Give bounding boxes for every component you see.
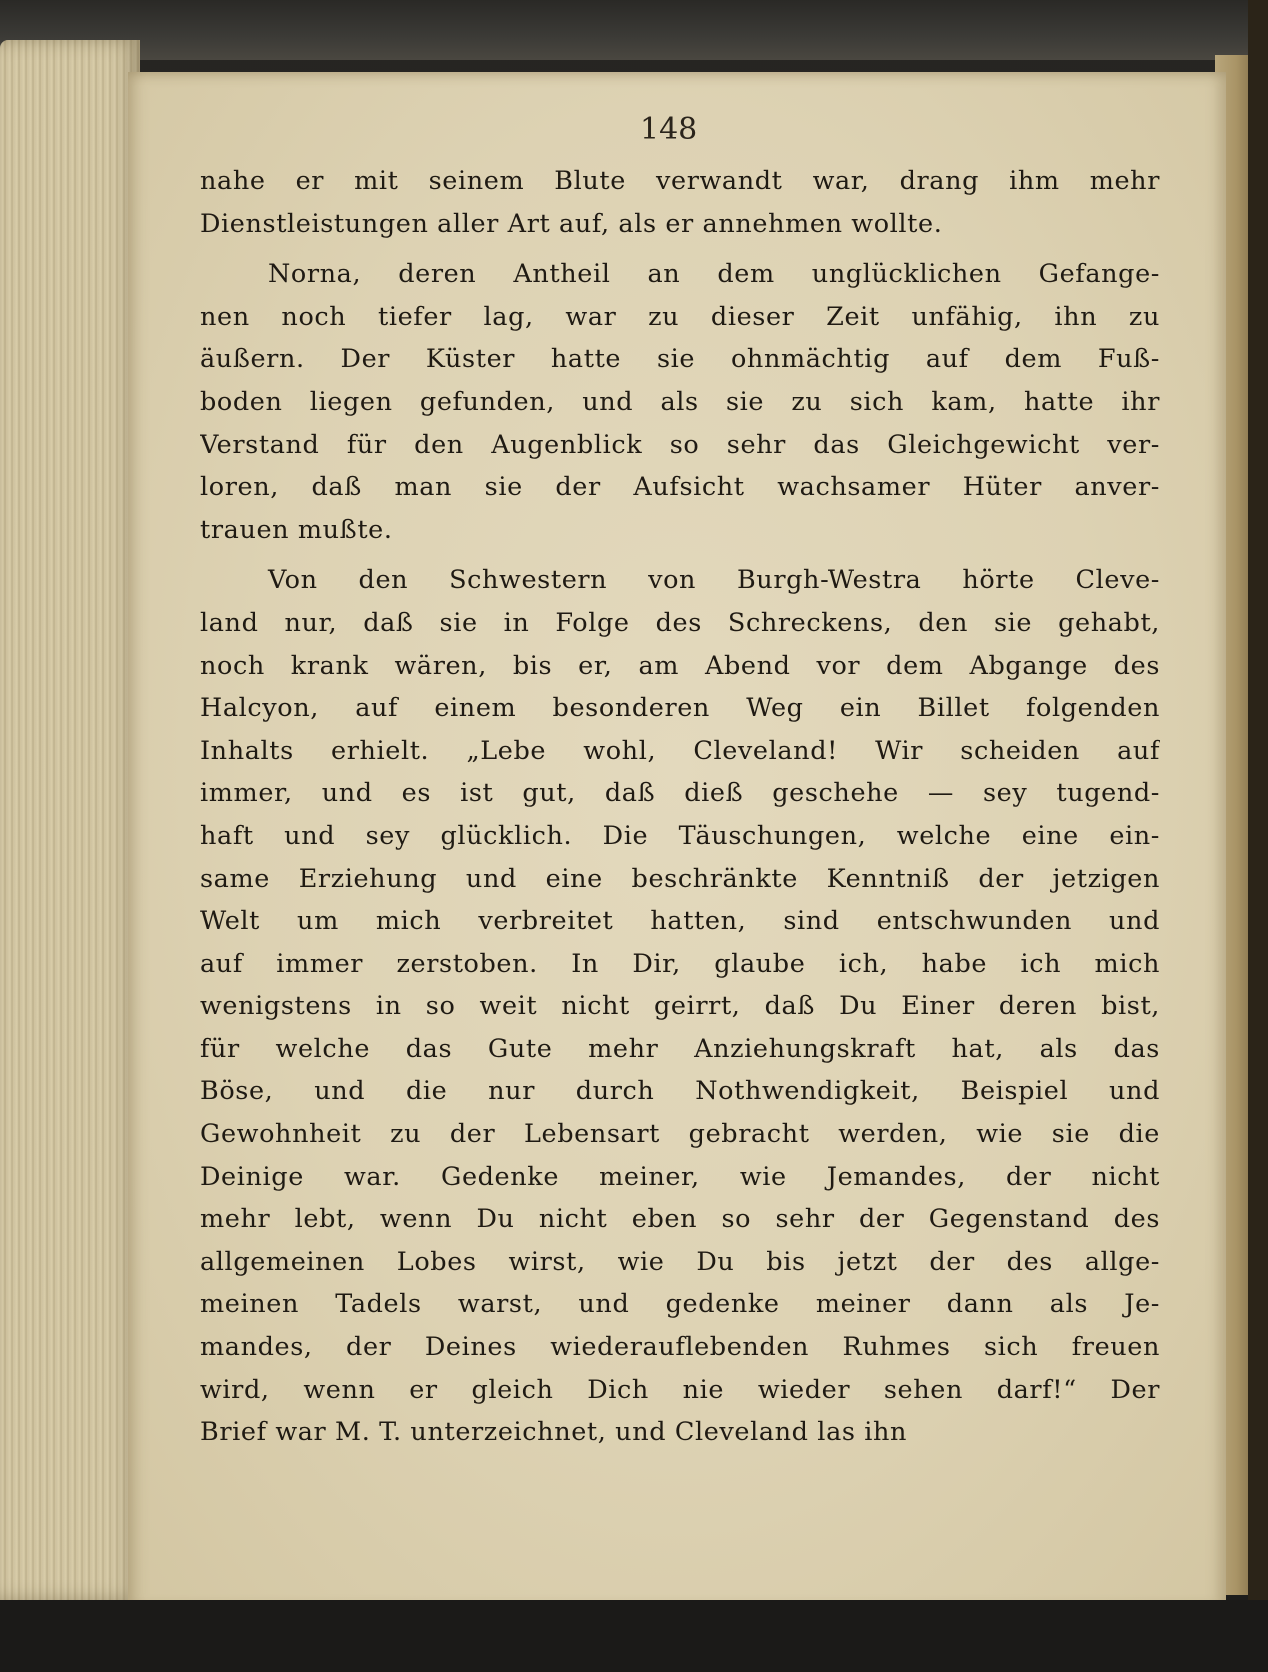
text-line: trauen mußte. xyxy=(200,514,393,545)
text-line: Inhalts erhielt. „Lebe wohl, Cleveland! Wir scheiden auf xyxy=(200,735,1160,766)
text-line: Dienstleistungen aller Art auf, als er annehmen wollte. xyxy=(200,208,943,239)
text-line: Brief war M. T. unterzeichnet, und Cleveland las ihn xyxy=(200,1417,908,1448)
text-line: loren, daß man sie der Aufsicht wachsamer Hüter anver- xyxy=(200,472,1160,503)
text-line: land nur, daß sie in Folge des Schreckens, den sie gehabt, xyxy=(200,607,1160,638)
text-line: mandes, der Deines wiederauflebenden Ruhmes sich freuen xyxy=(200,1332,1160,1363)
text-line: Halcyon, auf einem besonderen Weg ein Billet folgenden xyxy=(200,693,1160,724)
text-line: nahe er mit seinem Blute verwandt war, drang ihm mehr xyxy=(200,166,1160,196)
text-line: für welche das Gute mehr Anziehungskraft hat, als das xyxy=(200,1033,1160,1064)
text-line: meinen Tadels warst, und gedenke meiner dann als Je- xyxy=(200,1289,1160,1320)
text-line: Norna, deren Antheil an dem unglücklichen Gefange- xyxy=(268,259,1160,290)
page-edges xyxy=(0,40,140,1600)
text-line: boden liegen gefunden, und als sie zu sich kam, hatte ihr xyxy=(200,386,1160,417)
text-line: Von den Schwestern von Burgh-Westra hörte Cleve- xyxy=(268,565,1160,596)
text-line: nen noch tiefer lag, war zu dieser Zeit unfähig, ihn zu xyxy=(200,301,1160,332)
text-line: immer, und es ist gut, daß dieß geschehe — sey tugend- xyxy=(200,778,1160,809)
book-cover-bottom xyxy=(0,1600,1268,1672)
page-number: 148 xyxy=(640,112,698,147)
text-line: allgemeinen Lobes wirst, wie Du bis jetzt der des allge- xyxy=(200,1246,1160,1277)
text-line: noch krank wären, bis er, am Abend vor dem Abgange des xyxy=(200,650,1160,681)
book-cover-top xyxy=(0,0,1268,60)
text-line: äußern. Der Küster hatte sie ohnmächtig auf dem Fuß- xyxy=(200,344,1160,375)
text-line: Verstand für den Augenblick so sehr das Gleichgewicht ver- xyxy=(200,429,1160,460)
text-line: Böse, und die nur durch Nothwendigkeit, Beispiel und xyxy=(200,1076,1160,1107)
text-line: wenigstens in so weit nicht geirrt, daß Du Einer deren bist, xyxy=(200,991,1160,1022)
page-text xyxy=(200,160,1160,1454)
paragraph xyxy=(200,253,1160,551)
text-line: same Erziehung und eine beschränkte Kenntniß der jetzigen xyxy=(200,863,1160,894)
text-line: haft und sey glücklich. Die Täuschungen, welche eine ein- xyxy=(200,820,1160,851)
text-line: mehr lebt, wenn Du nicht eben so sehr der Gegenstand des xyxy=(200,1204,1160,1235)
text-line: Welt um mich verbreitet hatten, sind entschwunden und xyxy=(200,906,1160,937)
text-line: Deinige war. Gedenke meiner, wie Jemandes, der nicht xyxy=(200,1161,1160,1192)
paragraph xyxy=(200,160,1160,245)
paragraph xyxy=(200,559,1160,1453)
text-line: wird, wenn er gleich Dich nie wieder sehen darf!“ Der xyxy=(200,1374,1160,1405)
right-margin-shadow xyxy=(1248,0,1268,1672)
text-line: auf immer zerstoben. In Dir, glaube ich, habe ich mich xyxy=(200,948,1160,979)
text-line: Gewohnheit zu der Lebensart gebracht werden, wie sie die xyxy=(200,1119,1160,1150)
